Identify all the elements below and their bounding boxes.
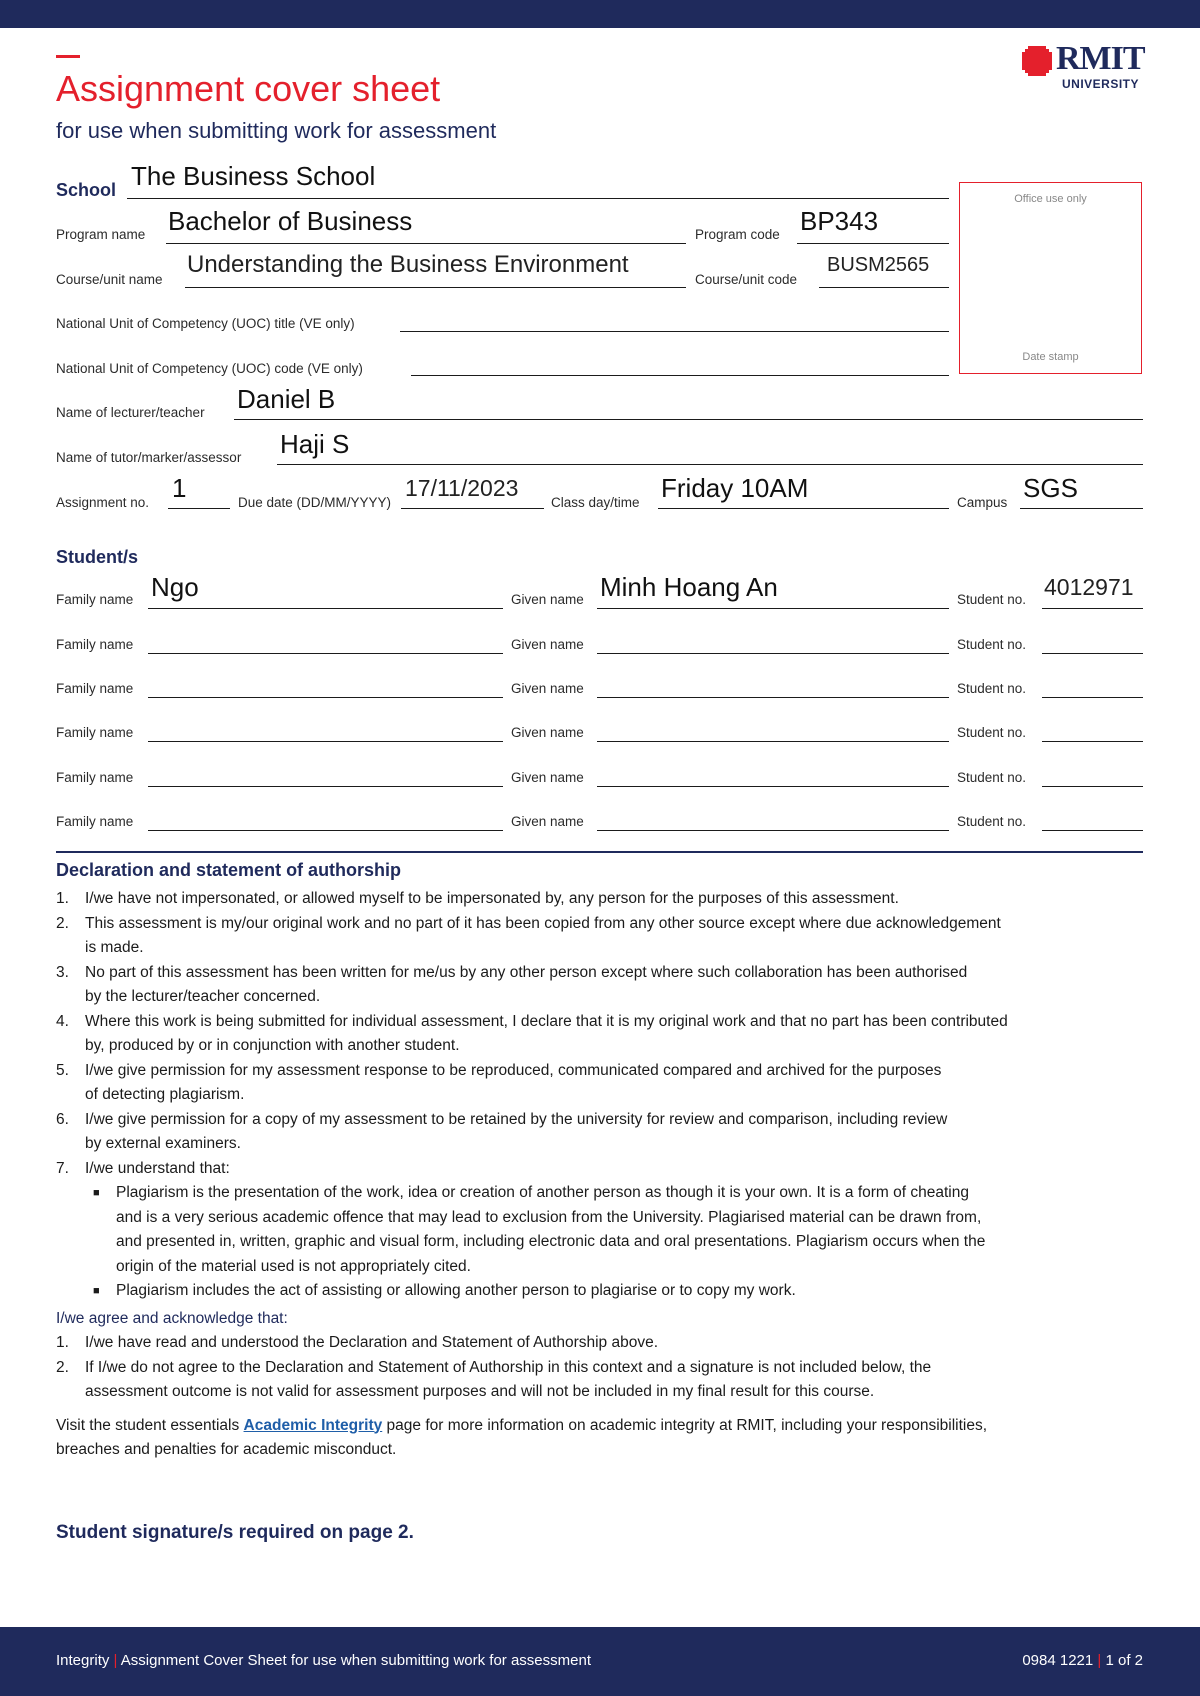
- declaration-item-line: Where this work is being submitted for individual assessment, I declare that it is my original work and that no part has been contributed: [85, 1012, 1008, 1030]
- student-no-label: Student no.: [957, 592, 1027, 607]
- given-name-label: Given name: [511, 592, 584, 607]
- declaration-item-line: This assessment is my/our original work and no part of it has been copied from any other source except where due acknowledgement: [85, 914, 1001, 932]
- class-time-label: Class day/time: [551, 495, 640, 510]
- program-code-field[interactable]: BP343: [800, 206, 879, 236]
- given-name-label: Given name: [511, 681, 584, 696]
- academic-integrity-note: [56, 1414, 1146, 1463]
- title-accent-dash: [56, 55, 80, 58]
- footer-right: [1022, 1652, 1143, 1669]
- family-name-line: [148, 741, 503, 742]
- agree-item: [56, 1331, 1146, 1356]
- footer-left: [56, 1652, 591, 1669]
- declaration-item-line: No part of this assessment has been written for me/us by any other person except where such collaboration has been authorised: [85, 963, 968, 981]
- tutor-label: Name of tutor/marker/assessor: [56, 450, 242, 465]
- family-name-line: [148, 697, 503, 698]
- uoc-code-label: National Unit of Competency (UOC) code (VE only): [56, 361, 363, 376]
- item-number: 7.: [56, 1159, 69, 1177]
- course-code-label: Course/unit code: [695, 272, 798, 287]
- students-heading: Student/s: [56, 547, 139, 567]
- signature-note: Student signature/s required on page 2.: [56, 1522, 414, 1543]
- bullet-line: origin of the material used is not appropriately cited.: [116, 1257, 471, 1275]
- agree-heading: I/we agree and acknowledge that:: [56, 1309, 288, 1327]
- declaration-item-line: by, produced by or in conjunction with another student.: [85, 1037, 460, 1054]
- lecturer-line: [234, 419, 1143, 420]
- family-name-label: Family name: [56, 814, 134, 829]
- date-stamp-label: Date stamp: [1022, 351, 1079, 363]
- declaration-item-text: [85, 1059, 941, 1108]
- course-name-field[interactable]: Understanding the Business Environment: [187, 251, 629, 278]
- student-no-label: Student no.: [957, 637, 1027, 652]
- item-number: 6.: [56, 1110, 69, 1128]
- bullet-line: Plagiarism includes the act of assisting or allowing another person to plagiarise or to copy my work.: [116, 1282, 796, 1299]
- bullet-text: [116, 1279, 796, 1304]
- program-name-line: [166, 243, 686, 244]
- section-divider: [56, 851, 1143, 853]
- declaration-item-line: I/we understand that:: [85, 1159, 230, 1177]
- student-no-line: [1042, 741, 1143, 742]
- program-code-line: [797, 243, 949, 244]
- bullet-line: and is a very serious academic offence that may lead to exclusion from the University. Plagiarised material can be drawn from,: [116, 1208, 982, 1226]
- due-date-line: [401, 508, 544, 509]
- program-name-field[interactable]: Bachelor of Business: [168, 206, 413, 236]
- school-field[interactable]: The Business School: [131, 161, 376, 191]
- top-bar: [0, 0, 1200, 28]
- campus-label: Campus: [957, 495, 1008, 510]
- agree-item-line: assessment outcome is not valid for assessment purposes and will not be included in my final result for this course.: [85, 1383, 875, 1400]
- uoc-title-line[interactable]: [400, 331, 949, 332]
- uoc-title-label: National Unit of Competency (UOC) title (VE only): [56, 316, 355, 331]
- family-name-line: [148, 830, 503, 831]
- declaration-item-text: [85, 912, 1001, 961]
- student-no-line: [1042, 830, 1143, 831]
- tutor-line: [277, 464, 1143, 465]
- declaration-item: [56, 1108, 1146, 1157]
- student-no-label: Student no.: [957, 725, 1027, 740]
- declaration-item-text: [85, 887, 899, 912]
- student-no-line: [1042, 697, 1143, 698]
- campus-line: [1020, 508, 1143, 509]
- declaration-item-line: I/we give permission for my assessment response to be reproduced, communicated compared and archived for the purposes: [85, 1061, 942, 1079]
- school-line: [127, 198, 949, 199]
- footer: [0, 1627, 1200, 1696]
- family-name-label: Family name: [56, 637, 134, 652]
- plagiarism-bullet: [56, 1181, 1146, 1279]
- given-name-line: [597, 741, 949, 742]
- lecturer-label: Name of lecturer/teacher: [56, 405, 205, 420]
- uoc-code-line[interactable]: [411, 375, 949, 376]
- declaration-item: [56, 1059, 1146, 1108]
- agree-item-line: If I/we do not agree to the Declaration and Statement of Authorship in this context and a signature is not included below, the: [85, 1358, 932, 1376]
- student-no-field[interactable]: 4012971: [1044, 574, 1134, 600]
- item-number: 2.: [56, 914, 69, 932]
- page-number: 1 of 2: [1105, 1652, 1143, 1669]
- assignment-no-field[interactable]: 1: [172, 473, 187, 503]
- agree-item-line: I/we have read and understood the Declaration and Statement of Authorship above.: [85, 1334, 659, 1351]
- family-name-label: Family name: [56, 725, 134, 740]
- agree-item-text: [85, 1331, 658, 1356]
- page-title: Assignment cover sheet: [56, 68, 441, 109]
- declaration-item: [56, 887, 1146, 912]
- bullet-text: [116, 1181, 985, 1279]
- assignment-no-label: Assignment no.: [56, 495, 150, 510]
- assignment-no-line: [168, 508, 230, 509]
- item-number: 2.: [56, 1358, 69, 1376]
- due-date-field[interactable]: 17/11/2023: [405, 475, 519, 501]
- visit-prefix: Visit the student essentials: [56, 1416, 244, 1434]
- declaration-item-line: is made.: [85, 939, 144, 956]
- item-number: 1.: [56, 1334, 69, 1351]
- course-name-line: [185, 287, 686, 288]
- student-no-label: Student no.: [957, 681, 1027, 696]
- item-number: 5.: [56, 1061, 69, 1079]
- office-use-label: Office use only: [1014, 193, 1087, 205]
- tutor-field[interactable]: Haji S: [280, 429, 350, 459]
- declaration-item-text: [85, 961, 967, 1010]
- declaration-item-line: by the lecturer/teacher concerned.: [85, 988, 321, 1005]
- course-code-line: [819, 287, 949, 288]
- lecturer-field[interactable]: Daniel B: [237, 384, 336, 414]
- declaration-item-text: [85, 1108, 947, 1157]
- given-name-line: [597, 608, 949, 609]
- given-name-label: Given name: [511, 770, 584, 785]
- given-name-label: Given name: [511, 814, 584, 829]
- declaration-item-text: [85, 1157, 230, 1182]
- given-name-line: [597, 697, 949, 698]
- given-name-label: Given name: [511, 637, 584, 652]
- student-no-label: Student no.: [957, 770, 1027, 785]
- item-number: 3.: [56, 963, 69, 981]
- family-name-field[interactable]: Ngo: [151, 572, 199, 602]
- given-name-line: [597, 653, 949, 654]
- declaration-item-line: by external examiners.: [85, 1135, 241, 1152]
- bullet-line: and presented in, written, graphic and visual form, including electronic data and oral presentations. Plagiarism occurs when the: [116, 1233, 986, 1250]
- page-subtitle: for use when submitting work for assessment: [56, 118, 497, 143]
- footer-separator-right: |: [1097, 1652, 1102, 1669]
- agree-item: [56, 1356, 1146, 1405]
- square-bullet-icon: ■: [93, 1187, 100, 1199]
- visit-suffix: page for more information on academic integrity at RMIT, including your responsibilities,: [382, 1416, 988, 1434]
- campus-field[interactable]: SGS: [1023, 473, 1078, 503]
- family-name-line: [148, 608, 503, 609]
- declaration-item: [56, 912, 1146, 961]
- logo-subtext: UNIVERSITY: [1062, 77, 1140, 91]
- footer-section: Integrity: [56, 1652, 110, 1669]
- family-name-line: [148, 653, 503, 654]
- course-name-label: Course/unit name: [56, 272, 163, 287]
- student-no-label: Student no.: [957, 814, 1027, 829]
- logo-wordmark: RMIT: [1056, 40, 1145, 77]
- program-code-label: Program code: [695, 227, 780, 242]
- student-no-line: [1042, 608, 1143, 609]
- course-code-field[interactable]: BUSM2565: [827, 254, 930, 276]
- family-name-label: Family name: [56, 592, 134, 607]
- family-name-line: [148, 786, 503, 787]
- office-use-box: [959, 182, 1142, 374]
- square-bullet-icon: ■: [93, 1285, 100, 1297]
- declaration-item-line: I/we have not impersonated, or allowed myself to be impersonated by, any person for the purposes of this assessment.: [85, 890, 899, 907]
- footer-doc-code: 0984 1221: [1022, 1652, 1094, 1669]
- declaration-item: [56, 1010, 1146, 1059]
- footer-separator: |: [113, 1652, 118, 1669]
- agree-item-text: [85, 1356, 931, 1405]
- declaration-heading: Declaration and statement of authorship: [56, 860, 402, 880]
- student-no-line: [1042, 786, 1143, 787]
- family-name-label: Family name: [56, 681, 134, 696]
- declaration-item: [56, 961, 1146, 1010]
- declaration-item-line: I/we give permission for a copy of my assessment to be retained by the university for review and comparison, including review: [85, 1110, 948, 1128]
- due-date-label: Due date (DD/MM/YYYY): [238, 495, 392, 510]
- declaration-item-text: [85, 1010, 1008, 1059]
- academic-integrity-link[interactable]: Academic Integrity: [243, 1416, 383, 1434]
- class-time-field[interactable]: Friday 10AM: [661, 473, 809, 503]
- program-name-label: Program name: [56, 227, 146, 242]
- item-number: 4.: [56, 1012, 69, 1030]
- class-time-line: [658, 508, 949, 509]
- given-name-field[interactable]: Minh Hoang An: [600, 572, 778, 602]
- rmit-pixel-icon: [1020, 44, 1054, 78]
- plagiarism-bullet: [56, 1279, 1146, 1304]
- declaration-body: [56, 887, 1146, 1463]
- student-no-line: [1042, 653, 1143, 654]
- declaration-item-line: of detecting plagiarism.: [85, 1086, 245, 1103]
- school-label: School: [56, 180, 117, 200]
- declaration-item: [56, 1157, 1146, 1182]
- footer-doc-title: Assignment Cover Sheet for use when submitting work for assessment: [120, 1652, 591, 1669]
- family-name-label: Family name: [56, 770, 134, 785]
- item-number: 1.: [56, 890, 69, 907]
- academic-integrity-line: [56, 1414, 1146, 1439]
- bullet-line: Plagiarism is the presentation of the work, idea or creation of another person as though it is your own. It is a form of cheating: [116, 1184, 969, 1201]
- visit-suffix-line: breaches and penalties for academic misconduct.: [56, 1441, 397, 1458]
- given-name-line: [597, 830, 949, 831]
- given-name-line: [597, 786, 949, 787]
- given-name-label: Given name: [511, 725, 584, 740]
- rmit-logo: [1020, 40, 1160, 96]
